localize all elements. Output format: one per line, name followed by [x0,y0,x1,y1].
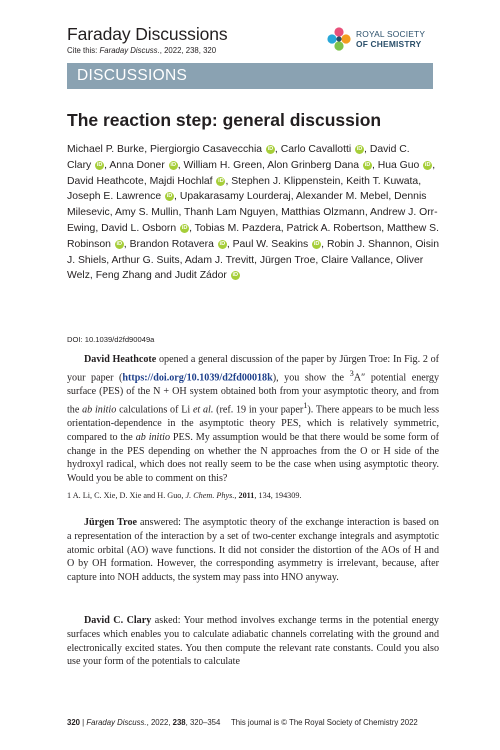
author-name: Upakarasamy Lourderaj [179,191,291,203]
cite-label: Cite this: [67,46,98,55]
orcid-icon[interactable]: iD [232,272,239,279]
author-name: David Heathcote [67,175,144,187]
author-name: Robin J. Shannon [326,238,410,250]
author-name: Anna Doner [109,159,165,171]
author-name: Arthur G. Suits [111,254,180,266]
orcid-icon[interactable]: iD [219,240,226,247]
author-name: Alexander M. Mebel [295,191,389,203]
orcid-icon[interactable]: iD [170,161,176,168]
rsc-logo-icon [326,27,352,53]
orcid-icon[interactable]: iD [218,177,224,184]
orcid-icon[interactable]: iD [181,224,188,231]
author-list: Michael P. Burke, Piergiorgio Casavecchia iD , Carlo Cavallotti iD , David C. Clary iD , Anna Doner iD , William H. Green, Alon Grinberg Dana iD , Hua Guo iD , David Heathcote, Majdi Hochlaf iD , Stephen J. Klippenstein, Keith T. Kuwata, Joseph E. Lawrence iD , Upakarasamy Lourderaj, Alexander M. Mebel, Dennis Milesevic, Amy S. Mullin, Thanh Lam Nguyen, Matthias Olzmann, Andrew J. Orr-Ewing, David L. Osborn iD , Tobias M. Pazdera, Patrick A. Robertson, Matthew S. Robinson iD , Brandon Rotavera iD , Paul W. Seakins iD , Robin J. Shannon, Oisin J. Shiels, Arthur G. Suits, Adam J. Trevitt, Jürgen Troe, Claire Vallance, Oliver Welz, Feng Zhang and Judit Zádor iD [67,144,440,282]
publisher-logo[interactable] [326,27,466,55]
superscript: 3 [349,368,354,378]
orcid-icon[interactable]: iD [267,146,274,152]
author-name: Stephen J. Klippenstein [231,175,341,187]
author-name: Judit Zádor [174,270,227,282]
author-name: Jürgen Troe [259,254,316,266]
author-name: Oliver Welz [67,254,424,282]
author-name: Adam J. Trevitt [184,254,255,266]
author-name: Dennis Milesevic [67,191,427,219]
author-name: Feng Zhang [95,270,152,282]
orcid-icon[interactable]: iD [96,161,103,168]
citation-line [67,46,216,55]
author-name: Matthew S. Robinson [67,222,439,250]
author-name: Piergiorgio Casavecchia [149,144,263,155]
reference-entry: 1 A. Li, C. Xie, D. Xie and H. Guo, J. Chem. Phys., 2011, 134, 194309. [67,491,302,500]
author-name: Patrick A. Robertson [286,222,382,234]
page-number: 320 [67,718,81,727]
orcid-icon[interactable]: iD [364,161,371,168]
copyright-notice: This journal is © The Royal Society of Chemistry 2022 [231,718,418,727]
section-banner [67,63,433,89]
author-name: Majdi Hochlaf [149,175,213,187]
author-name: Brandon Rotavera [129,238,214,250]
speaker-name: Jürgen Troe [84,517,137,528]
orcid-icon[interactable]: iD [116,240,123,247]
author-name: William H. Green [183,159,263,171]
author-name: Carlo Cavallotti [280,144,352,155]
paragraph-heathcote: David Heathcote opened a general discussion of the paper by Jürgen Troe: In Fig. 2 of your paper (https://doi.org/10.1039/d2fd00018k), you show the $^3$A″ potential energy surface (PES) of the N + OH system obtained both from your asymptotic theory, and from the ab initio calculations of Li et al. (ref. 19 in your paper$^1$). There appears to be much less orientation-dependence in the asymptotic theory PES, which is relatively symmetric, compared to the ab initio PES. My assumption would be that there would be some form of change in the PES depending on whether the N approaches from the O or H side of the hydroxyl radical, which does not really seem to be the case when using asymptotic theory. Would you be able to comment on this? [67,354,440,485]
author-name: Thanh Lam Nguyen [184,207,276,219]
section-banner-label: DISCUSSIONS [77,67,188,84]
cite-details: , 2022, 238, 320 [159,46,217,55]
doi-line[interactable]: DOI: 10.1039/d2fd90049a [67,335,155,344]
publisher-name-line2: OF CHEMISTRY [356,38,422,49]
author-name: Hua Guo [377,159,420,171]
orcid-icon[interactable]: iD [356,146,363,152]
cite-journal: Faraday Discuss. [99,46,160,55]
paragraph-clary: David C. Clary asked: Your method involves exchange terms in the potential energy surfaces which enables you to calculate adiabatic channels correlating with the ground and electronically excited states. You then compute the relevant rate constants. Could you also use your form of the potentials to calculate [67,615,439,668]
author-name: Andrew J. Orr-Ewing [67,207,438,234]
page-footer: 320 | Faraday Discuss., 2022, 238, 320–354 This journal is © The Royal Society of Chemistry 2022 [67,718,418,727]
journal-title: Faraday Discussions [67,24,228,44]
orcid-icon[interactable]: iD [424,161,431,168]
publisher-name-line1: ROYAL SOCIETY [356,29,426,39]
author-name: Alon Grinberg Dana [267,159,360,171]
author-name: Oisin J. Shiels [67,238,440,266]
author-name: Claire Vallance [321,254,391,266]
reference-marker[interactable]: 1 [303,400,308,410]
author-name: Keith T. Kuwata [346,175,419,187]
author-name: David C. Clary [67,144,410,171]
orcid-icon[interactable]: iD [313,240,320,247]
publisher-name [356,30,425,49]
author-name: Joseph E. Lawrence [67,191,162,203]
orcid-icon[interactable]: iD [166,193,173,200]
author-name: Amy S. Mullin [114,207,179,219]
article-title: The reaction step: general discussion [67,110,382,130]
paper-doi-link[interactable]: https://doi.org/10.1039/d2fd00018k [122,372,273,384]
author-name: Paul W. Seakins [232,238,309,250]
author-name: David L. Osborn [101,222,177,234]
author-name: Tobias M. Pazdera [194,222,281,234]
author-name: Michael P. Burke [67,144,145,155]
speaker-name: David C. Clary [84,615,152,626]
author-name: Matthias Olzmann [281,207,365,219]
speaker-name: David Heathcote [84,354,157,365]
paragraph-troe: Jürgen Troe answered: The asymptotic theory of the exchange interaction is based on a representation of the interaction by a set of two-center exchange integrals and asymptotic atomic orbital (AO) wave functions. It did not consider the distortion of the AOs of H and O by OH formation. However, the corresponding asymmetry is irrelevant, because, after capture into NOH adducts, the system may pass into HNO anyway. [67,517,439,584]
